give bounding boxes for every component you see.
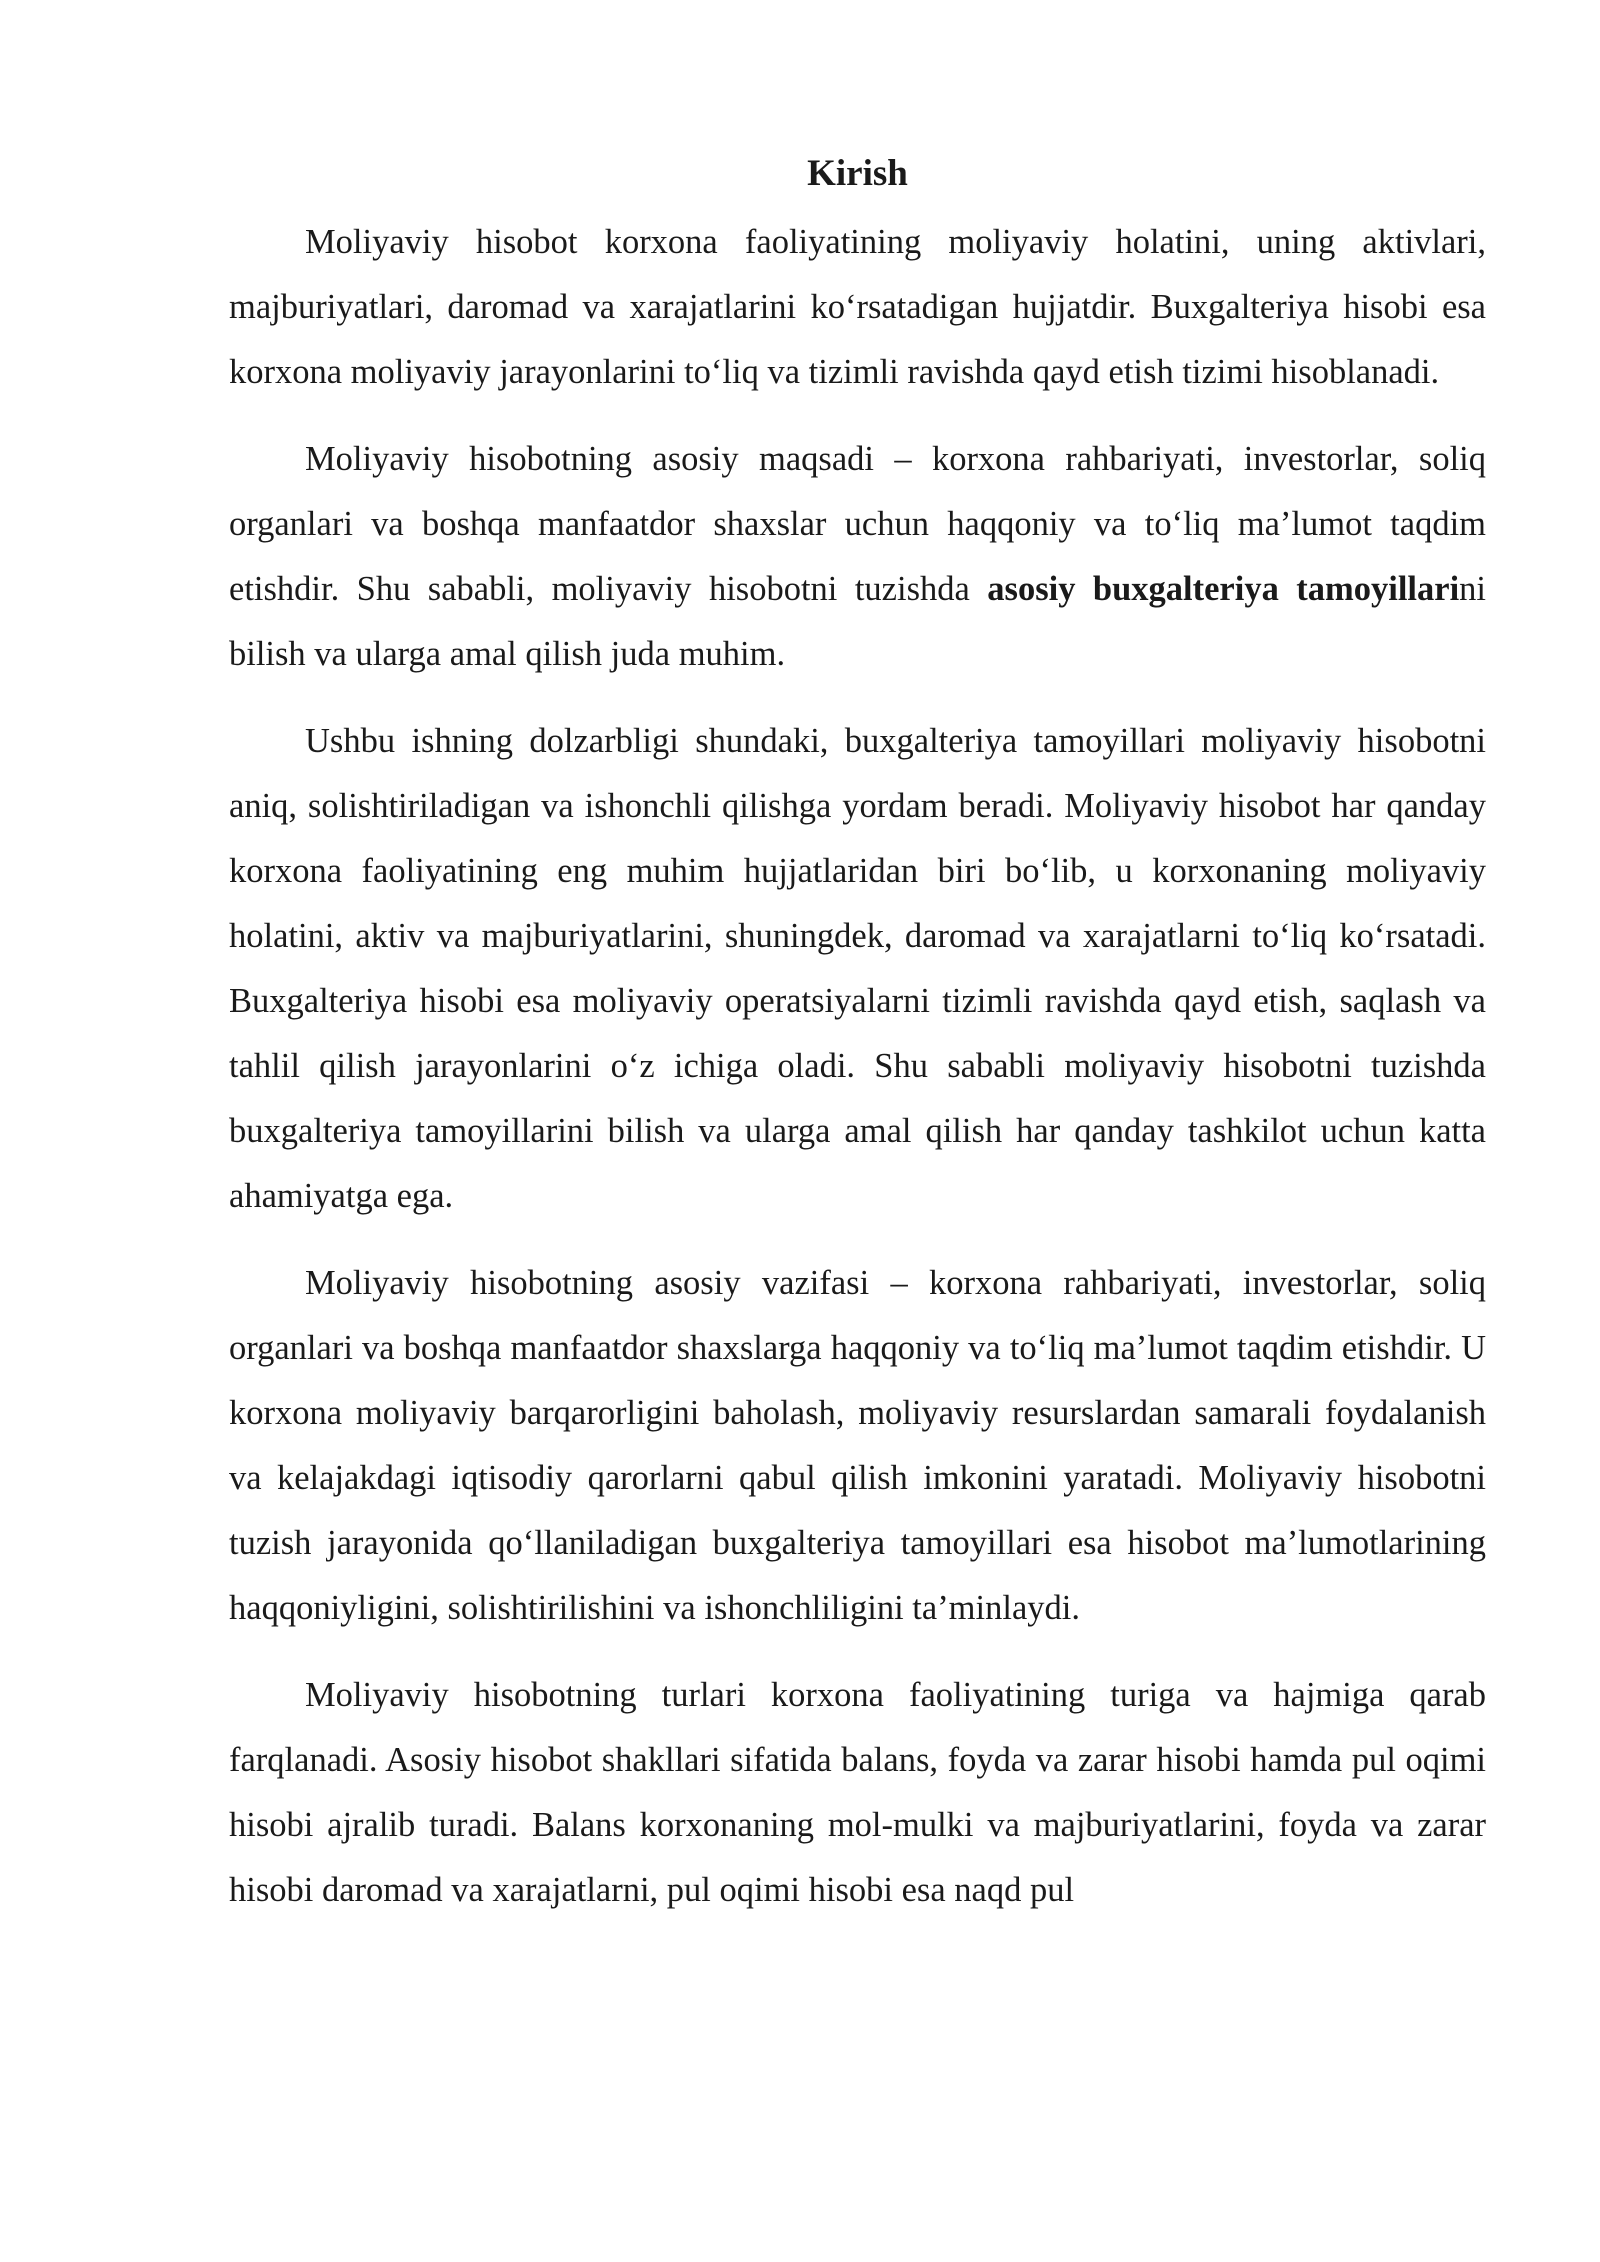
document-title: Kirish	[807, 153, 908, 194]
document-page	[229, 148, 1486, 1945]
paragraph-2-text-after: ni bilish va ularga amal qilish juda muhim.	[229, 570, 1486, 673]
paragraph-2-text-before: Moliyaviy hisobotning asosiy maqsadi – korxona rahbariyati, investorlar, soliq organlari va boshqa manfaatdor shaxslar uchun haqqoniy va to‘liq ma’lumot taqdim etishdir. Shu sababli, moliyaviy hisobotni tuzishda	[229, 440, 1486, 608]
paragraph-4: Moliyaviy hisobotning asosiy vazifasi – korxona rahbariyati, investorlar, soliq organlari va boshqa manfaatdor shaxslarga haqqoniy va to‘liq ma’lumot taqdim etishdir. U korxona moliyaviy barqarorligini baholash, moliyaviy resurslardan samarali foydalanish va kelajakdagi iqtisodiy qarorlarni qabul qilish imkonini yaratadi. Moliyaviy hisobotni tuzish jarayonida qo‘llaniladigan buxgalteriya tamoyillari esa hisobot ma’lumotlarining haqqoniyligini, solishtirilishini va ishonchliligini ta’minlaydi.	[229, 1264, 1486, 1627]
paragraph-1: Moliyaviy hisobot korxona faoliyatining moliyaviy holatini, uning aktivlari, majburiyatlari, daromad va xarajatlarini ko‘rsatadigan hujjatdir. Buxgalteriya hisobi esa korxona moliyaviy jarayonlarini to‘liq va tizimli ravishda qayd etish tizimi hisoblanadi.	[229, 223, 1486, 391]
paragraph-3: Ushbu ishning dolzarbligi shundaki, buxgalteriya tamoyillari moliyaviy hisobotni aniq, solishtiriladigan va ishonchli qilishga yordam beradi. Moliyaviy hisobot har qanday korxona faoliyatining eng muhim hujjatlaridan biri bo‘lib, u korxonaning moliyaviy holatini, aktiv va majburiyatlarini, shuningdek, daromad va xarajatlarni to‘liq ko‘rsatadi. Buxgalteriya hisobi esa moliyaviy operatsiyalarni tizimli ravishda qayd etish, saqlash va tahlil qilish jarayonlarini o‘z ichiga oladi. Shu sababli moliyaviy hisobotni tuzishda buxgalteriya tamoyillarini bilish va ularga amal qilish har qanday tashkilot uchun katta ahamiyatga ega.	[229, 722, 1486, 1215]
paragraph-5: Moliyaviy hisobotning turlari korxona faoliyatining turiga va hajmiga qarab farqlanadi. Asosiy hisobot shakllari sifatida balans, foyda va zarar hisobi hamda pul oqimi hisobi ajralib turadi. Balans korxonaning mol-mulki va majburiyatlarini, foyda va zarar hisobi daromad va xarajatlarni, pul oqimi hisobi esa naqd pul	[229, 1676, 1486, 1909]
paragraph-2-bold-term: asosiy buxgalteriya tamoyillari	[987, 570, 1460, 608]
paragraph-2	[229, 427, 1486, 687]
